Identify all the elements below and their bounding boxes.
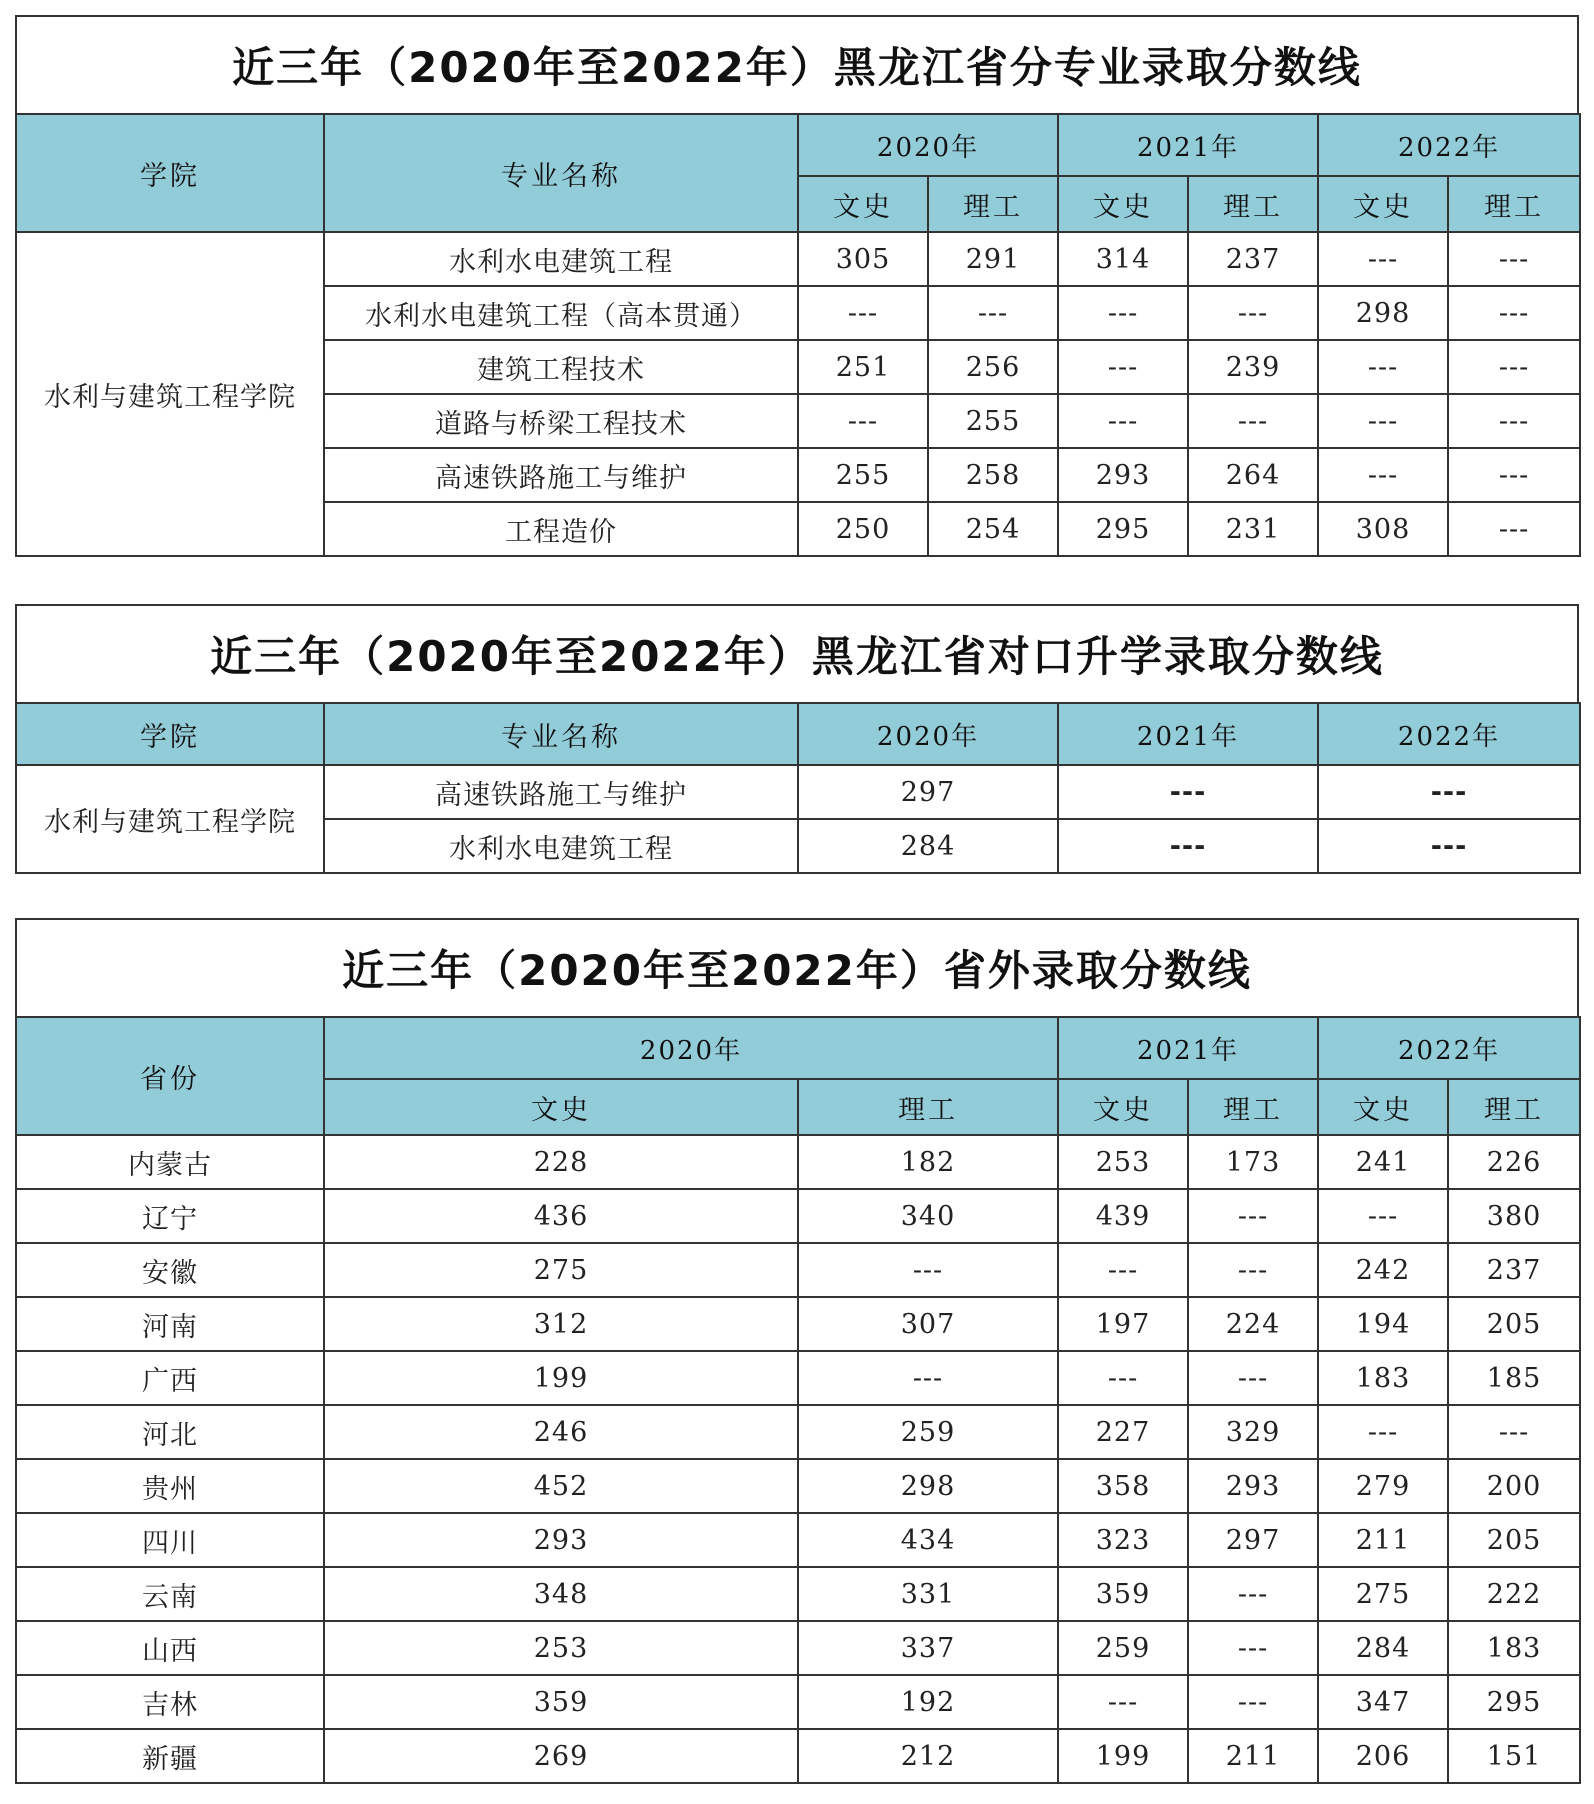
- score-cell: 199: [1058, 1729, 1188, 1783]
- score-cell: 269: [324, 1729, 798, 1783]
- score-cell: 284: [1318, 1621, 1448, 1675]
- score-cell: 199: [324, 1351, 798, 1405]
- header-major: 专业名称: [324, 114, 798, 232]
- score-cell: ---: [1318, 340, 1448, 394]
- header-wenshi: 文史: [324, 1079, 798, 1135]
- score-cell: 347: [1318, 1675, 1448, 1729]
- section-out-of-province: [15, 918, 1579, 1784]
- major-cell: 工程造价: [324, 502, 798, 556]
- table-row: [16, 232, 1580, 286]
- score-cell: 239: [1188, 340, 1318, 394]
- score-cell: 246: [324, 1405, 798, 1459]
- province-cell: 内蒙古: [16, 1135, 324, 1189]
- score-cell: ---: [798, 286, 928, 340]
- table-row: [16, 1729, 1580, 1783]
- header-wenshi: 文史: [1058, 176, 1188, 232]
- score-cell: ---: [798, 1243, 1058, 1297]
- table-row: [16, 1351, 1580, 1405]
- score-cell: 259: [1058, 1621, 1188, 1675]
- section-heilongjiang-major: [15, 15, 1579, 557]
- score-cell: 224: [1188, 1297, 1318, 1351]
- score-cell: 183: [1448, 1621, 1580, 1675]
- province-cell: 四川: [16, 1513, 324, 1567]
- province-cell: 安徽: [16, 1243, 324, 1297]
- score-cell: 227: [1058, 1405, 1188, 1459]
- score-cell: ---: [1188, 1351, 1318, 1405]
- table-row: [16, 1243, 1580, 1297]
- score-cell: 308: [1318, 502, 1448, 556]
- score-cell: 182: [798, 1135, 1058, 1189]
- header-2021: 2021年: [1058, 114, 1318, 176]
- score-cell: 297: [1188, 1513, 1318, 1567]
- major-cell: 水利水电建筑工程（高本贯通）: [324, 286, 798, 340]
- score-cell: 329: [1188, 1405, 1318, 1459]
- header-2022: 2022年: [1318, 114, 1580, 176]
- province-cell: 河北: [16, 1405, 324, 1459]
- score-cell: 206: [1318, 1729, 1448, 1783]
- header-ligong: 理工: [1448, 1079, 1580, 1135]
- score-cell: 212: [798, 1729, 1058, 1783]
- header-major: 专业名称: [324, 703, 798, 765]
- header-ligong: 理工: [928, 176, 1058, 232]
- table-row: [16, 765, 1580, 819]
- score-cell: 337: [798, 1621, 1058, 1675]
- score-cell: ---: [798, 394, 928, 448]
- score-cell: 256: [928, 340, 1058, 394]
- score-cell: ---: [928, 286, 1058, 340]
- header-college: 学院: [16, 703, 324, 765]
- header-wenshi: 文史: [1318, 1079, 1448, 1135]
- score-cell: 241: [1318, 1135, 1448, 1189]
- score-cell: 192: [798, 1675, 1058, 1729]
- table-row: [16, 1513, 1580, 1567]
- score-cell: 151: [1448, 1729, 1580, 1783]
- score-cell: 259: [798, 1405, 1058, 1459]
- score-cell: ---: [1058, 340, 1188, 394]
- score-cell: 293: [324, 1513, 798, 1567]
- header-province: 省份: [16, 1017, 324, 1135]
- header-2020: 2020年: [798, 114, 1058, 176]
- score-cell: 255: [798, 448, 928, 502]
- score-cell: 284: [798, 819, 1058, 873]
- score-cell: 250: [798, 502, 928, 556]
- province-cell: 新疆: [16, 1729, 324, 1783]
- score-cell: 205: [1448, 1513, 1580, 1567]
- score-cell: ---: [1318, 819, 1580, 873]
- header-wenshi: 文史: [798, 176, 928, 232]
- header-2021: 2021年: [1058, 703, 1318, 765]
- score-cell: ---: [1058, 1243, 1188, 1297]
- score-cell: 340: [798, 1189, 1058, 1243]
- score-cell: 258: [928, 448, 1058, 502]
- score-cell: 231: [1188, 502, 1318, 556]
- table-row: [16, 1567, 1580, 1621]
- score-cell: ---: [1058, 1351, 1188, 1405]
- score-cell: ---: [1188, 286, 1318, 340]
- score-cell: 295: [1058, 502, 1188, 556]
- header-wenshi: 文史: [1318, 176, 1448, 232]
- score-cell: ---: [1448, 448, 1580, 502]
- score-cell: 358: [1058, 1459, 1188, 1513]
- major-cell: 道路与桥梁工程技术: [324, 394, 798, 448]
- college-cell: 水利与建筑工程学院: [16, 232, 324, 556]
- score-cell: 314: [1058, 232, 1188, 286]
- header-2020: 2020年: [324, 1017, 1058, 1079]
- score-cell: 291: [928, 232, 1058, 286]
- header-ligong: 理工: [1448, 176, 1580, 232]
- header-wenshi: 文史: [1058, 1079, 1188, 1135]
- score-cell: 279: [1318, 1459, 1448, 1513]
- major-cell: 高速铁路施工与维护: [324, 765, 798, 819]
- score-cell: 359: [324, 1675, 798, 1729]
- score-cell: 185: [1448, 1351, 1580, 1405]
- score-cell: ---: [1058, 286, 1188, 340]
- score-cell: 253: [324, 1621, 798, 1675]
- score-cell: 205: [1448, 1297, 1580, 1351]
- table-row: [16, 1189, 1580, 1243]
- score-cell: ---: [1058, 394, 1188, 448]
- section3-body: [16, 1135, 1580, 1783]
- header-college: 学院: [16, 114, 324, 232]
- header-ligong: 理工: [1188, 176, 1318, 232]
- table-row: [16, 1297, 1580, 1351]
- section3-title: 近三年（2020年至2022年）省外录取分数线: [15, 918, 1579, 1016]
- province-cell: 河南: [16, 1297, 324, 1351]
- score-cell: 298: [1318, 286, 1448, 340]
- section1-table: [15, 113, 1581, 557]
- score-cell: 194: [1318, 1297, 1448, 1351]
- province-cell: 广西: [16, 1351, 324, 1405]
- score-cell: ---: [1188, 1621, 1318, 1675]
- section2-title: 近三年（2020年至2022年）黑龙江省对口升学录取分数线: [15, 604, 1579, 702]
- score-cell: 359: [1058, 1567, 1188, 1621]
- score-cell: 380: [1448, 1189, 1580, 1243]
- score-cell: 297: [798, 765, 1058, 819]
- score-cell: ---: [1318, 1189, 1448, 1243]
- score-cell: ---: [1448, 394, 1580, 448]
- score-cell: 312: [324, 1297, 798, 1351]
- score-cell: ---: [1058, 819, 1318, 873]
- score-cell: 228: [324, 1135, 798, 1189]
- score-cell: 295: [1448, 1675, 1580, 1729]
- score-cell: ---: [1448, 340, 1580, 394]
- score-cell: 183: [1318, 1351, 1448, 1405]
- score-cell: ---: [1318, 1405, 1448, 1459]
- major-cell: 建筑工程技术: [324, 340, 798, 394]
- score-cell: 237: [1448, 1243, 1580, 1297]
- score-cell: 237: [1188, 232, 1318, 286]
- score-cell: 253: [1058, 1135, 1188, 1189]
- score-cell: 255: [928, 394, 1058, 448]
- score-cell: 293: [1188, 1459, 1318, 1513]
- header-2022: 2022年: [1318, 703, 1580, 765]
- score-cell: ---: [1058, 1675, 1188, 1729]
- table-row: [16, 1459, 1580, 1513]
- score-cell: 439: [1058, 1189, 1188, 1243]
- score-cell: 173: [1188, 1135, 1318, 1189]
- score-cell: 197: [1058, 1297, 1188, 1351]
- score-cell: 264: [1188, 448, 1318, 502]
- score-cell: ---: [1448, 1405, 1580, 1459]
- header-2022: 2022年: [1318, 1017, 1580, 1079]
- score-cell: 323: [1058, 1513, 1188, 1567]
- score-cell: 211: [1318, 1513, 1448, 1567]
- score-cell: 305: [798, 232, 928, 286]
- province-cell: 山西: [16, 1621, 324, 1675]
- score-cell: 222: [1448, 1567, 1580, 1621]
- score-cell: 348: [324, 1567, 798, 1621]
- score-cell: ---: [1318, 394, 1448, 448]
- province-cell: 辽宁: [16, 1189, 324, 1243]
- score-cell: 275: [1318, 1567, 1448, 1621]
- major-cell: 高速铁路施工与维护: [324, 448, 798, 502]
- header-ligong: 理工: [1188, 1079, 1318, 1135]
- score-cell: ---: [1318, 232, 1448, 286]
- score-cell: 452: [324, 1459, 798, 1513]
- section3-table: [15, 1016, 1581, 1784]
- score-cell: 298: [798, 1459, 1058, 1513]
- score-cell: ---: [798, 1351, 1058, 1405]
- score-cell: ---: [1058, 765, 1318, 819]
- section-heilongjiang-duikou: [15, 604, 1579, 874]
- score-cell: 331: [798, 1567, 1058, 1621]
- score-cell: 254: [928, 502, 1058, 556]
- score-cell: ---: [1188, 1243, 1318, 1297]
- province-cell: 吉林: [16, 1675, 324, 1729]
- score-cell: 293: [1058, 448, 1188, 502]
- college-cell: 水利与建筑工程学院: [16, 765, 324, 873]
- table-row: [16, 1675, 1580, 1729]
- header-ligong: 理工: [798, 1079, 1058, 1135]
- header-2020: 2020年: [798, 703, 1058, 765]
- score-cell: 200: [1448, 1459, 1580, 1513]
- score-cell: ---: [1448, 232, 1580, 286]
- score-cell: 434: [798, 1513, 1058, 1567]
- major-cell: 水利水电建筑工程: [324, 819, 798, 873]
- score-cell: ---: [1188, 1675, 1318, 1729]
- major-cell: 水利水电建筑工程: [324, 232, 798, 286]
- score-cell: ---: [1188, 394, 1318, 448]
- table-row: [16, 1405, 1580, 1459]
- score-cell: 242: [1318, 1243, 1448, 1297]
- score-cell: 211: [1188, 1729, 1318, 1783]
- score-cell: ---: [1318, 765, 1580, 819]
- section1-title: 近三年（2020年至2022年）黑龙江省分专业录取分数线: [15, 15, 1579, 113]
- province-cell: 贵州: [16, 1459, 324, 1513]
- score-cell: 307: [798, 1297, 1058, 1351]
- section2-table: [15, 702, 1581, 874]
- score-cell: ---: [1448, 286, 1580, 340]
- score-cell: 275: [324, 1243, 798, 1297]
- score-cell: ---: [1188, 1567, 1318, 1621]
- score-cell: ---: [1448, 502, 1580, 556]
- score-cell: ---: [1188, 1189, 1318, 1243]
- table-row: [16, 1135, 1580, 1189]
- header-2021: 2021年: [1058, 1017, 1318, 1079]
- score-cell: 226: [1448, 1135, 1580, 1189]
- score-cell: ---: [1318, 448, 1448, 502]
- province-cell: 云南: [16, 1567, 324, 1621]
- score-cell: 436: [324, 1189, 798, 1243]
- table-row: [16, 1621, 1580, 1675]
- score-cell: 251: [798, 340, 928, 394]
